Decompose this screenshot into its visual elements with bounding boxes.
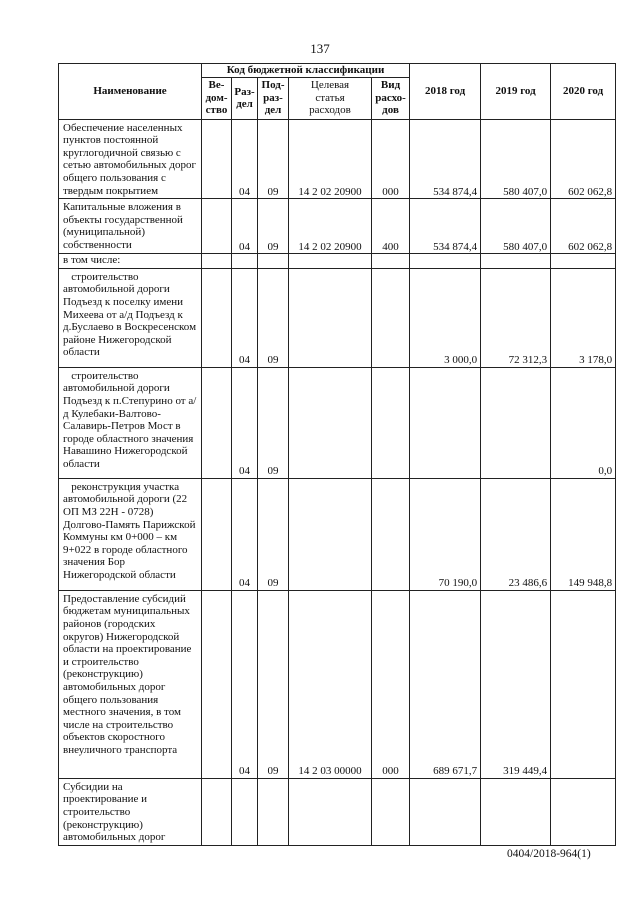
cell-2018: 70 190,0: [410, 478, 481, 590]
cell-podrazdel: 09: [258, 367, 289, 478]
cell-vedomstvo: [202, 199, 232, 254]
cell-2020: 0,0: [551, 367, 616, 478]
cell-vid: 400: [372, 199, 410, 254]
cell-vid: 000: [372, 119, 410, 199]
cell-podrazdel: 09: [258, 119, 289, 199]
cell-vedomstvo: [202, 268, 232, 367]
header-name: Наименование: [59, 64, 202, 120]
cell-razdel: 04: [232, 119, 258, 199]
cell-vid: [372, 268, 410, 367]
cell-2018: 534 874,4: [410, 199, 481, 254]
document-code: 0404/2018-964(1): [507, 848, 591, 860]
cell-2020: 602 062,8: [551, 119, 616, 199]
cell-2019: 580 407,0: [481, 119, 551, 199]
table-row: [59, 268, 616, 367]
header-2018: 2018 год: [410, 64, 481, 120]
budget-table: [58, 63, 616, 846]
header-razdel: Раз- дел: [232, 77, 258, 119]
cell-2019: 319 449,4: [481, 590, 551, 778]
table-row: [59, 590, 616, 778]
cell-vedomstvo: [202, 590, 232, 778]
row-name: Обеспечение населенных пунктов постоянной круглогодичной связью с сетью автомобильных дорог общего пользования с твердым покрытием: [59, 119, 202, 199]
cell-vedomstvo: [202, 367, 232, 478]
cell-celevaya: [289, 268, 372, 367]
cell-2020: [551, 590, 616, 778]
table-row: [59, 367, 616, 478]
cell-celevaya: [289, 367, 372, 478]
row-name: реконструкция участка автомобильной дороги (22 ОП МЗ 22Н - 0728) Долгово-Память Парижской Коммуны км 0+000 – км 9+022 в городе областного значения Бор Нижегородской области: [59, 478, 202, 590]
cell-razdel: 04: [232, 268, 258, 367]
cell-2020: 3 178,0: [551, 268, 616, 367]
header-vedomstvo: Ве- дом- ство: [202, 77, 232, 119]
cell-podrazdel: 09: [258, 268, 289, 367]
cell-2018: [410, 367, 481, 478]
cell-2019: [481, 367, 551, 478]
header-2020: 2020 год: [551, 64, 616, 120]
page-number: 137: [310, 41, 330, 56]
cell-2019: 580 407,0: [481, 199, 551, 254]
cell-celevaya: 14 2 02 20900: [289, 119, 372, 199]
row-name: Субсидии на проектирование и строительство (реконструкцию) автомобильных дорог: [59, 778, 202, 845]
cell-podrazdel: 09: [258, 199, 289, 254]
table-row: [59, 254, 616, 269]
row-name: Предоставление субсидий бюджетам муниципальных районов (городских округов) Нижегородской области на проектирование и строительство (реконструкцию) автомобильных дорог общего пользования местного значения, в том числе на строительство объектов скоростного внеуличного транспорта: [59, 590, 202, 778]
cell-2020: 149 948,8: [551, 478, 616, 590]
cell-celevaya: [289, 478, 372, 590]
cell-2020: 602 062,8: [551, 199, 616, 254]
cell-podrazdel: 09: [258, 590, 289, 778]
header-2019: 2019 год: [481, 64, 551, 120]
row-name: строительство автомобильной дороги Подъезд к поселку имени Михеева от а/д Подъезд к д.Буслаево в Воскресенском районе Нижегородской области: [59, 268, 202, 367]
cell-2018: 689 671,7: [410, 590, 481, 778]
cell-podrazdel: 09: [258, 478, 289, 590]
header-podrazdel: Под- раз- дел: [258, 77, 289, 119]
header-celevaya: Целевая статья расходов: [289, 77, 372, 119]
cell-2019: 72 312,3: [481, 268, 551, 367]
cell-2018: 3 000,0: [410, 268, 481, 367]
cell-2018: 534 874,4: [410, 119, 481, 199]
cell-celevaya: 14 2 03 00000: [289, 590, 372, 778]
cell-vid: [372, 367, 410, 478]
cell-razdel: 04: [232, 590, 258, 778]
row-name: Капитальные вложения в объекты государственной (муниципальной) собственности: [59, 199, 202, 254]
table-row: [59, 478, 616, 590]
cell-razdel: 04: [232, 367, 258, 478]
cell-vid: [372, 478, 410, 590]
row-name: в том числе:: [59, 254, 202, 269]
cell-vedomstvo: [202, 478, 232, 590]
table-row: [59, 119, 616, 199]
cell-celevaya: 14 2 02 20900: [289, 199, 372, 254]
row-name: строительство автомобильной дороги Подъезд к п.Степурино от а/д Кулебаки-Валтово-Салавирь-Петров Мост в городе областного значения Навашино Нижегородской области: [59, 367, 202, 478]
cell-vedomstvo: [202, 119, 232, 199]
header-code-group: Код бюджетной классификации: [202, 64, 410, 78]
table-row: [59, 778, 616, 845]
table-row: [59, 199, 616, 254]
cell-razdel: 04: [232, 199, 258, 254]
cell-2019: 23 486,6: [481, 478, 551, 590]
cell-razdel: 04: [232, 478, 258, 590]
cell-vid: 000: [372, 590, 410, 778]
header-vid: Вид расхо- дов: [372, 77, 410, 119]
